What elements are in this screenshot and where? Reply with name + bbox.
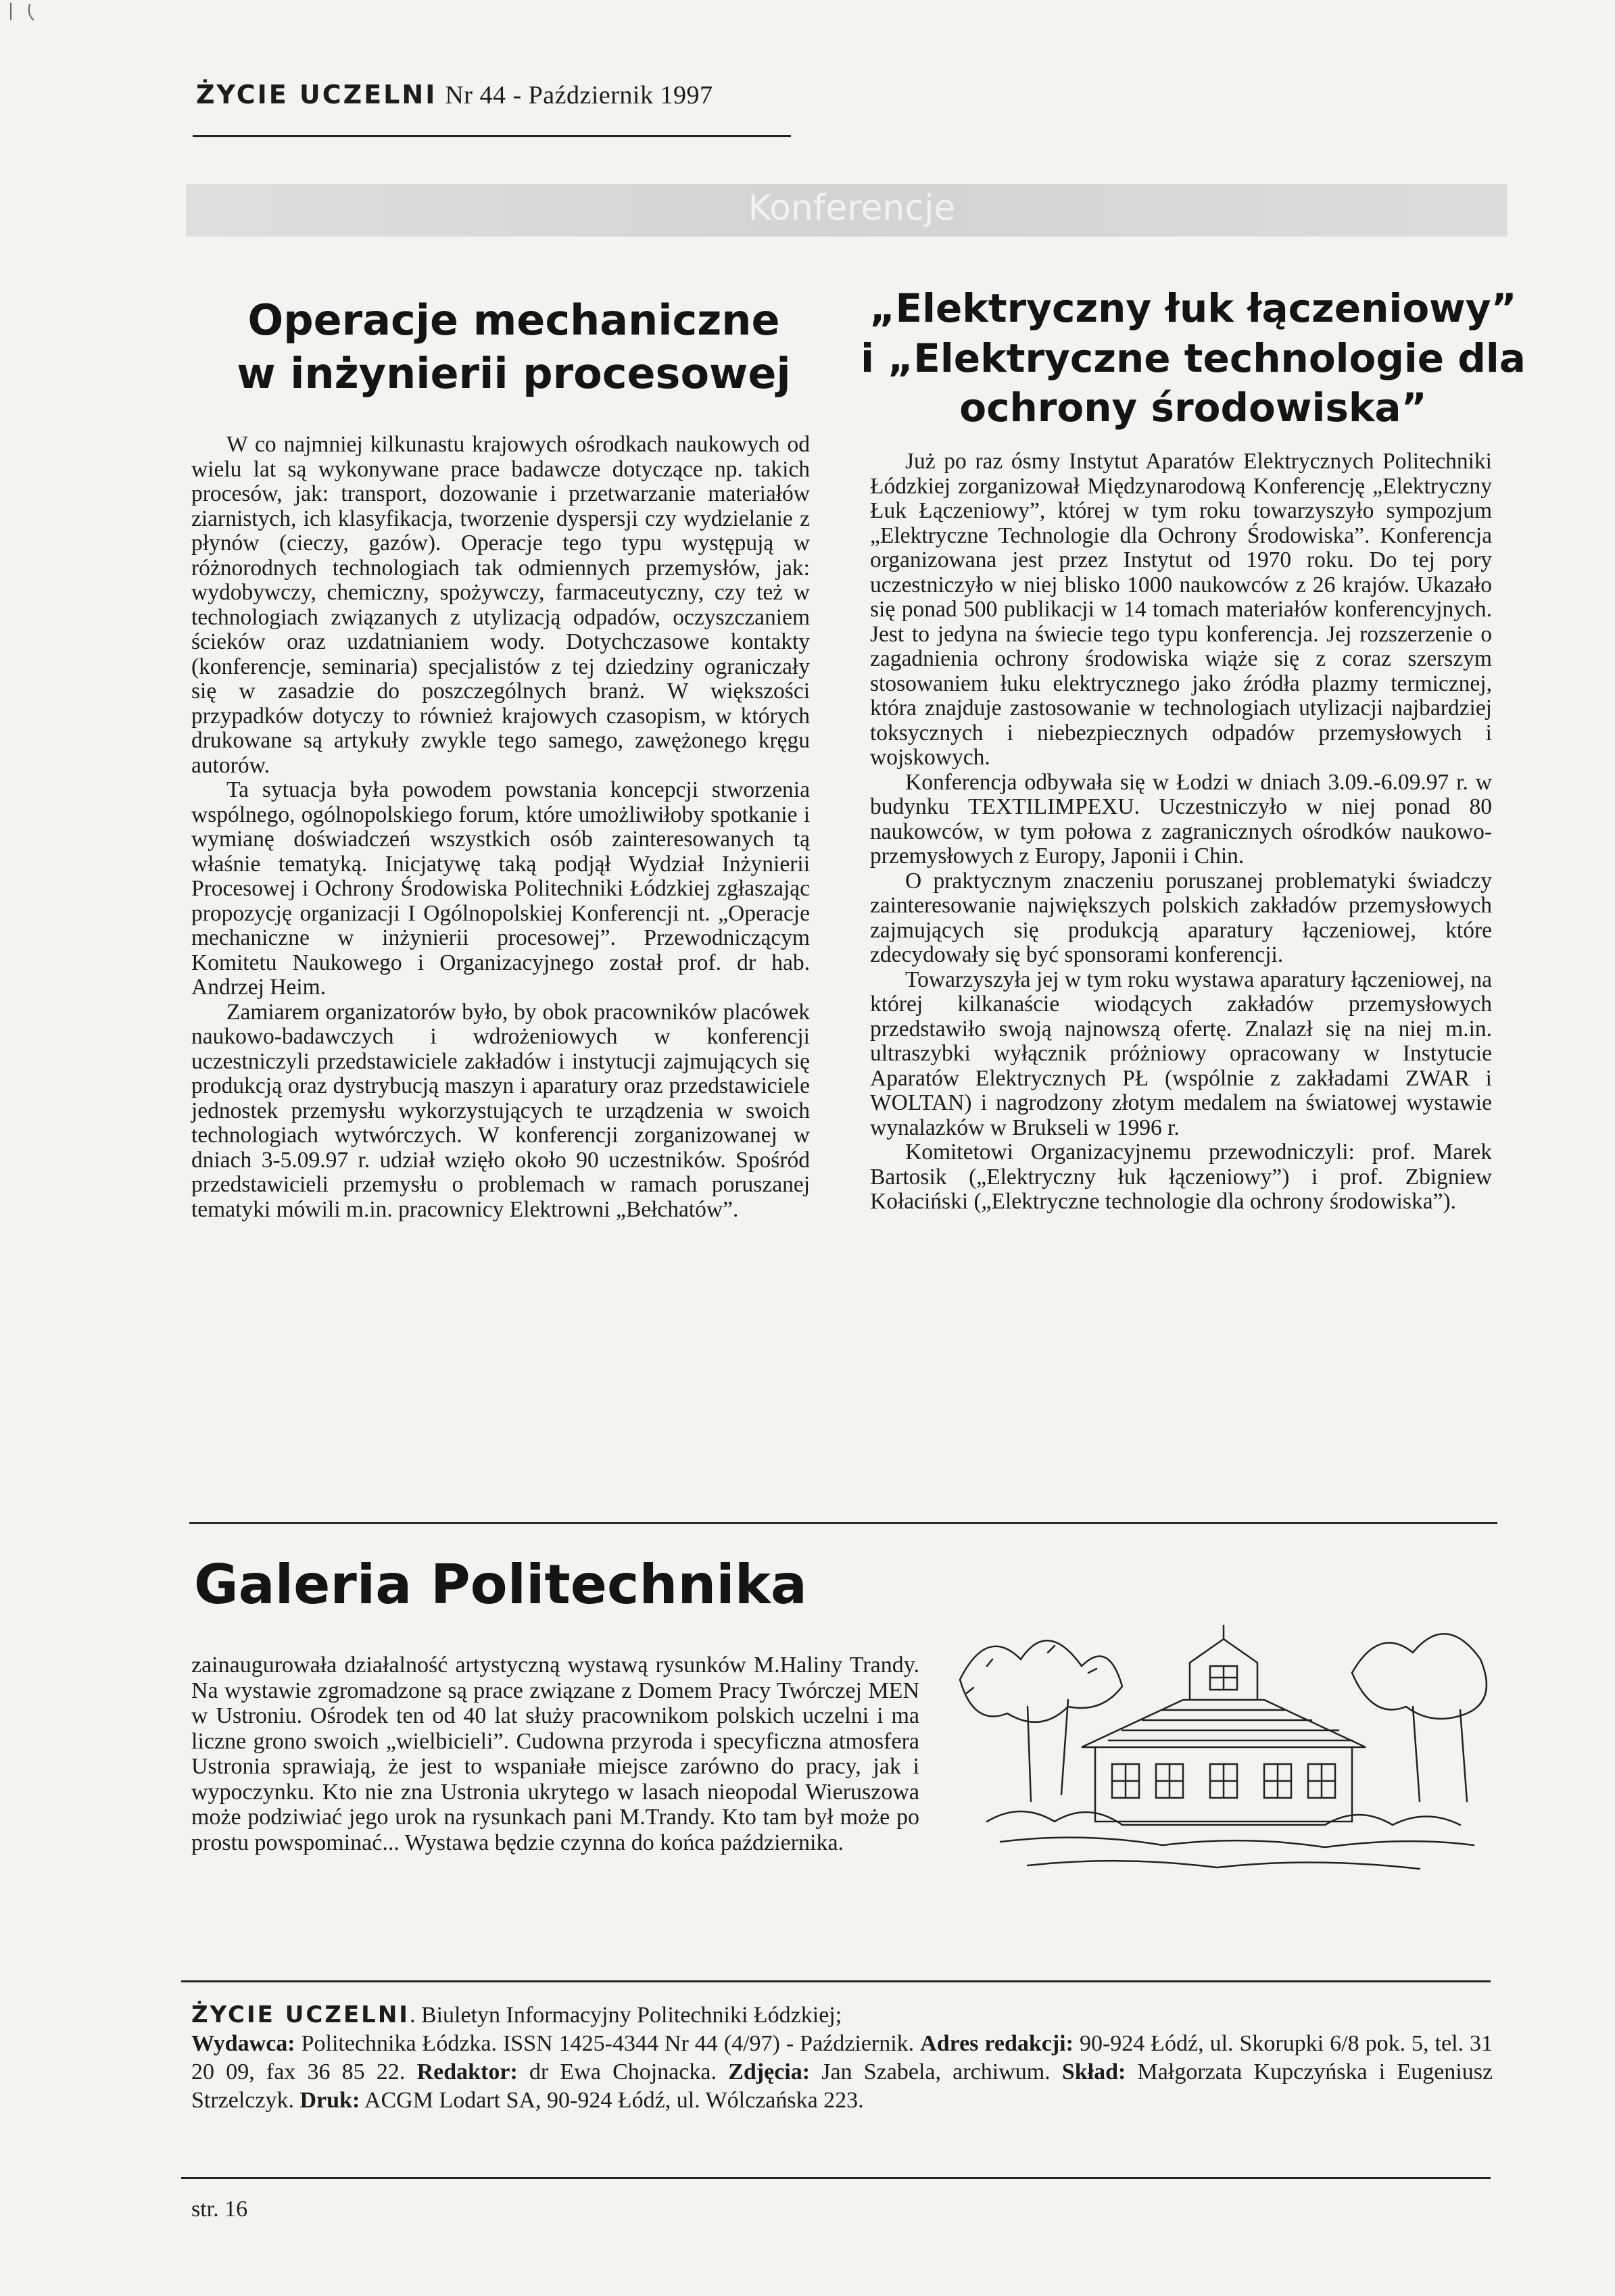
photos-text: Jan Szabela, archiwum. <box>821 2059 1051 2084</box>
running-head <box>196 80 713 110</box>
title-line: w inżynierii procesowej <box>237 348 791 398</box>
masthead: ŻYCIE UCZELNI <box>196 80 437 109</box>
right-article-body <box>870 449 1492 1215</box>
title-line: i „Elektryczne technologie dla <box>861 335 1526 381</box>
typeset-text: Małgorzata Kupczyńska i Eugeniusz Strzelczyk. <box>191 2059 1493 2113</box>
page-number: str. 16 <box>191 2197 248 2222</box>
paragraph: Towarzyszyła jej w tym roku wystawa aparatury łączeniowej, na której kilkanaście wiodących zakładów przemysłowych przedstawiło swoją najnowszą ofertę. Znalazł się na niej m.in. ultraszybki wyłącznik próżniowy opracowany w Instytucie Aparatów Elektrycznych PŁ (wspólnie z zakładami ZWAR i WOLTAN) i nagrodzony złotym medalem na światowej wystawie wynalazków w Brukseli w 1996 r. <box>870 967 1492 1140</box>
house-sketch-illustration <box>946 1598 1501 1896</box>
paragraph: Zamiarem organizatorów było, by obok pracowników placówek naukowo-badawczych i wdrożeniowych w konferencji uczestniczyli przedstawiciele zakładów i instytucji zajmujących się produkcją oraz dystrybucją maszyn i aparatury oraz przedstawiciele jednostek przemysłu wykorzystujących te urządzenia w swoich technologiach wytwórczych. W konferencji zorganizowanej w dniach 3-5.09.97 r. udział wzięło około 90 uczestników. Spośród przedstawicieli przemysłu o problemach w ramach poruszanej tematyki mówili m.in. pracownicy Elektrowni „Bełchatów”. <box>191 999 810 1222</box>
paragraph: Konferencja odbywała się w Łodzi w dniach 3.09.-6.09.97 r. w budynku TEXTILIMPEXU. Uczestniczyło w niej ponad 80 naukowców, w tym połowa z zagranicznych ośrodków naukowo-przemysłowych z Europy, Japonii i Chin. <box>870 769 1492 869</box>
left-article-title <box>230 294 798 400</box>
section-label: Konferencje <box>748 188 956 228</box>
title-line: ochrony środowiska” <box>959 385 1427 431</box>
section-divider <box>189 1522 1497 1524</box>
header-rule <box>193 135 791 137</box>
credits <box>191 2001 1493 2115</box>
paragraph: Ta sytuacja była powodem powstania koncepcji stworzenia wspólnego, ogólnopolskiego forum, które umożliwiłoby spotkanie i wymianę doświadczeń wszystkich osób zainteresowanych tą właśnie tematyką. Inicjatywę taką podjął Wydział Inżynierii Procesowej i Ochrony Środowiska Politechniki Łódzkiej zgłaszając propozycję organizacji I Ogólnopolskiej Konferencji nt. „Operacje mechaniczne w inżynierii procesowej”. Przewodniczącym Komitetu Naukowego i Organizacyjnego został prof. dr hab. Andrzej Heim. <box>191 777 810 1000</box>
print-text: ACGM Lodart SA, 90-924 Łódź, ul. Wólczańska 223. <box>364 2088 864 2113</box>
pencil-mark <box>0 0 47 27</box>
gallery-title: Galeria Politechnika <box>194 1553 807 1616</box>
paragraph: Już po raz ósmy Instytut Aparatów Elektrycznych Politechniki Łódzkiej zorganizował Międzynarodową Konferencję „Elektryczny Łuk Łączeniowy”, której w tym roku towarzyszyło sympozjum „Elektryczne Technologie dla Ochrony Środowiska”. Konferencja organizowana jest przez Instytut od 1970 roku. Do tej pory uczestniczyło w niej blisko 1000 naukowców z 26 krajów. Ukazało się ponad 500 publikacji w 14 tomach materiałów konferencyjnych. Jest to jedyna na świecie tego typu konferencja. Jej rozszerzenie o zagadnienia ochrony środowiska wiąże się z coraz szerszym stosowaniem łuku elektrycznego jako źródła plazmy termicznej, która znajduje zastosowanie w technologiach utylizacji najbardziej toksycznych i niebezpiecznych odpadów przemysłowych i wojskowych. <box>870 449 1492 770</box>
title-line: Operacje mechaniczne <box>247 295 780 345</box>
issue-info: Nr 44 - Październik 1997 <box>445 81 713 109</box>
left-article-body <box>191 433 810 1222</box>
right-article-title <box>855 284 1531 433</box>
photos-label: Zdjęcia: <box>728 2059 811 2084</box>
address-text: 90-924 Łódź, ul. Skorupki 6/8 pok. 5, tel. 31 20 09, fax 36 85 22. <box>191 2031 1493 2084</box>
credits-masthead: ŻYCIE UCZELNI <box>191 2001 410 2028</box>
publisher-label: Wydawca: <box>191 2031 295 2056</box>
paragraph: W co najmniej kilkunastu krajowych ośrodkach naukowych od wielu lat są wykonywane prace badawcze dotyczące np. takich procesów, jak: transport, dozowanie i przetwarzanie materiałów ziarnistych, ich klasyfikacja, tworzenie dyspersji czy wydzielanie z płynów (cieczy, gazów). Operacje tego typu występują w różnorodnych technologiach tak odmiennych przemysłów, jak: wydobywczy, chemiczny, spożywczy, farmaceutyczny, czy też w technologiach związanych z utylizacją odpadów, oczyszczaniem ścieków oraz uzdatnianiem wody. Dotychczasowe kontakty (konferencje, seminaria) specjalistów z tej dziedziny ograniczały się w zasadzie do poszczególnych branż. W większości przypadków dotyczy to również krajowych czasopism, w których drukowane są artykuły zwykle tego samego, zawężonego kręgu autorów. <box>191 432 810 778</box>
publisher-text: Politechnika Łódzka. ISSN 1425-4344 Nr 44 (4/97) - Październik. <box>301 2031 915 2056</box>
editor-text: dr Ewa Chojnacka. <box>529 2059 717 2084</box>
gallery-text: zainaugurowała działalność artystyczną wystawą rysunków M.Haliny Trandy. Na wystawie zgromadzone są prace związane z Domem Pracy Twórczej MEN w Ustroniu. Ośrodek ten od 40 lat służy pracownikom polskich uczelni i ma liczne grono swoich „wielbicieli”. Cudowna przyroda i specyficzna atmosfera Ustronia sprawiają, że jest to wspaniałe miejsce zarówno do pracy, jak i wypoczynku. Kto nie zna Ustronia ukrytego w lasach nieopodal Wieruszowa może podziwiać jego urok na rysunkach pani M.Trandy. Kto tam był może po prostu powspominać... Wystawa będzie czynna do końca października. <box>191 1653 919 1855</box>
print-label: Druk: <box>299 2088 360 2113</box>
address-label: Adres redakcji: <box>920 2031 1074 2056</box>
title-line: „Elektryczny łuk łączeniowy” <box>869 285 1517 331</box>
editor-label: Redaktor: <box>416 2059 518 2084</box>
paragraph: Komitetowi Organizacyjnemu przewodniczyli: prof. Marek Bartosik („Elektryczny łuk łączeniowy”) i prof. Zbigniew Kołaciński („Elektryczne technologie dla ochrony środowiska”). <box>870 1140 1492 1214</box>
typeset-label: Skład: <box>1061 2059 1126 2084</box>
credits-bulletin: . Biuletyn Informacyjny Politechniki Łódzkiej; <box>409 2003 842 2028</box>
paragraph: O praktycznym znaczeniu poruszanej problematyki świadczy zainteresowanie największych polskich zakładów przemysłowych zajmujących się produkcją aparatury łączeniowej, które zdecydowały się być sponsorami konferencji. <box>870 868 1492 967</box>
